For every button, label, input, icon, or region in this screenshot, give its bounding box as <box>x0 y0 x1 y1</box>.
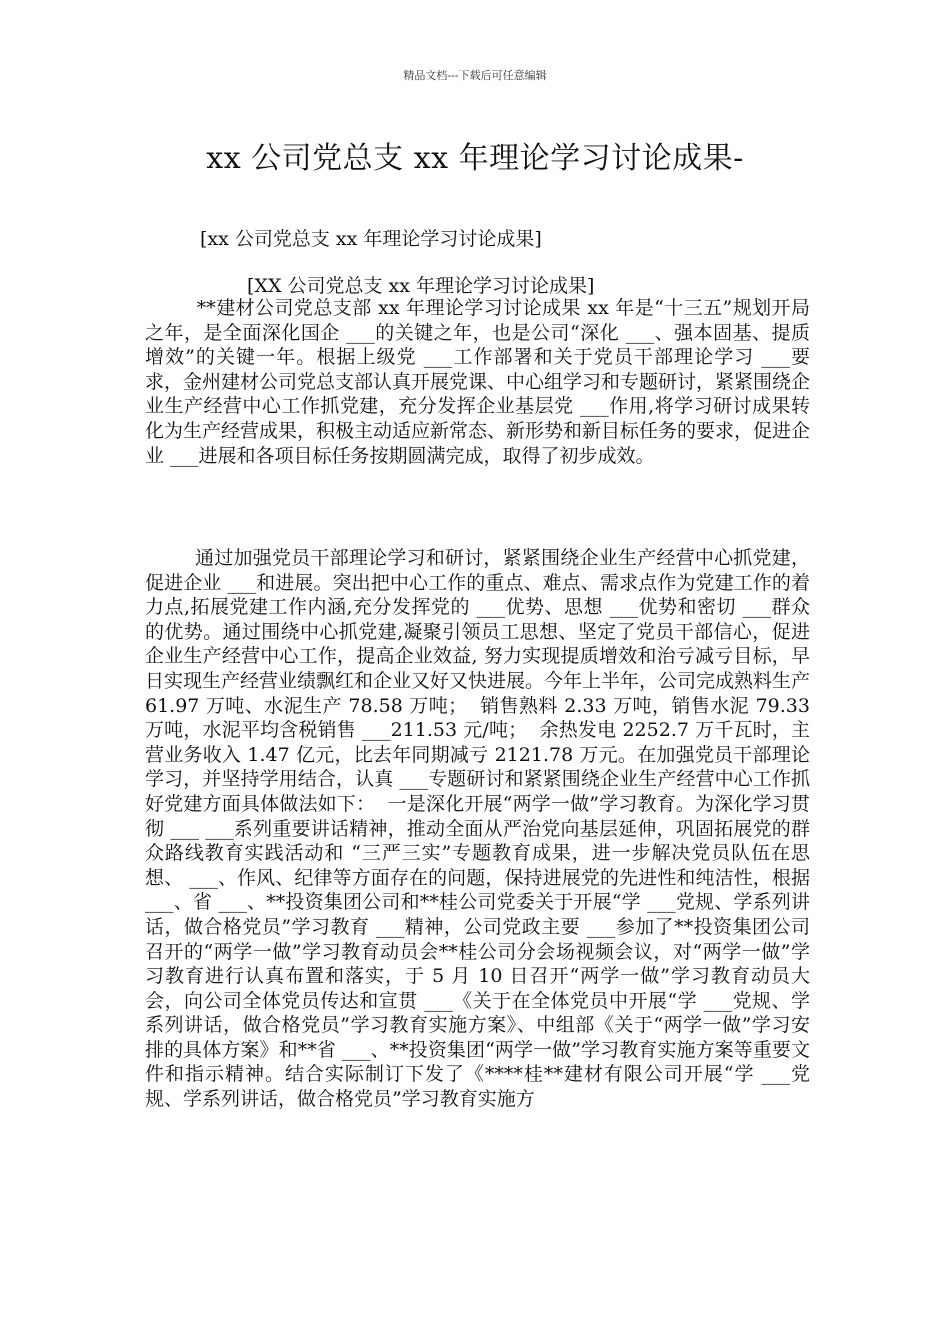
body-paragraph: **建材公司党总支部 xx 年理论学习讨论成果 xx 年是“十三五”规划开局之年，是全面深化国企 ___的关键之年，也是公司“深化 ___、强本固基、提质增效”的关键一年。根据上级党 ___工作部署和关于党员干部理论学习 ___要求，金州建材公司党总支部认真开展党课、中心组学习和专题研讨，紧紧围绕企业生产经营中心工作抓党建，充分发挥企业基层党 ___作用,将学习研讨成果转化为生产经营成果，积极主动适应新常态、新形势和新目标任务的要求，促进企业 ___进展和各项目标任务按期圆满完成，取得了初步成效。 <box>145 297 811 467</box>
header-note: 精品文档---下载后可任意编辑 <box>403 69 547 82</box>
section-heading: [XX 公司党总支 xx 年理论学习讨论成果] <box>247 275 595 297</box>
document-subtitle: [xx 公司党总支 xx 年理论学习讨论成果] <box>200 228 542 250</box>
body-paragraph: 通过加强党员干部理论学习和研讨，紧紧围绕企业生产经营中心抓党建，促进企业 ___和进展。突出把中心工作的重点、难点、需求点作为党建工作的着力点,拓展党建工作内涵,充分发挥党的 ___优势、思想 ___优势和密切 ___群众的优势。通过围绕中心抓党建,凝聚引领员工思想、坚定了党员干部信心，促进企业生产经营中心工作，提高企业效益, 努力实现提质增效和治亏减亏目标，早日实现生产经营业绩飘红和企业又好又快进展。今年上半年，公司完成熟料生产 61.97 万吨、水泥生产 78.58 万吨； 销售熟料 2.33 万吨，销售水泥 79.33 万吨，水泥平均含税销售 ___211.53 元/吨； 余热发电 2252.7 万千瓦时，主营业务收入 1.47 亿元，比去年同期减亏 2121.78 万元。在加强党员干部理论学习，并坚持学用结合，认真 ___专题研讨和紧紧围绕企业生产经营中心工作抓好党建方面具体做法如下： 一是深化开展“两学一做”学习教育。为深化学习贯彻 ___ ___系列重要讲话精神，推动全面从严治党向基层延伸，巩固拓展党的群众路线教育实践活动和 “三严三实”专题教育成果，进一步解决党员队伍在思想、 ___、作风、纪律等方面存在的问题，保持进展党的先进性和纯洁性，根据 ___、省 ___、**投资集团公司和**桂公司党委关于开展“学 ___党规、学系列讲话，做合格党员”学习教育 ___精神，公司党政主要 ___参加了**投资集团公司召开的“两学一做”学习教育动员会**桂公司分会场视频会议，对“两学一做”学习教育进行认真布置和落实，于 5 月 10 日召开“两学一做”学习教育动员大会，向公司全体党员传达和宣贯 ___《关于在全体党员中开展“学 ___党规、学系列讲话，做合格党员”学习教育实施方案》、中组部《关于“两学一做”学习安排的具体方案》和**省 ___、**投资集团“两学一做”学习教育实施方案等重要文件和指示精神。结合实际制订下发了《****桂**建材有限公司开展“学 ___党规、学系列讲话，做合格党员”学习教育实施方 <box>145 547 817 1111</box>
document-title: xx 公司党总支 xx 年理论学习讨论成果- <box>206 141 744 176</box>
